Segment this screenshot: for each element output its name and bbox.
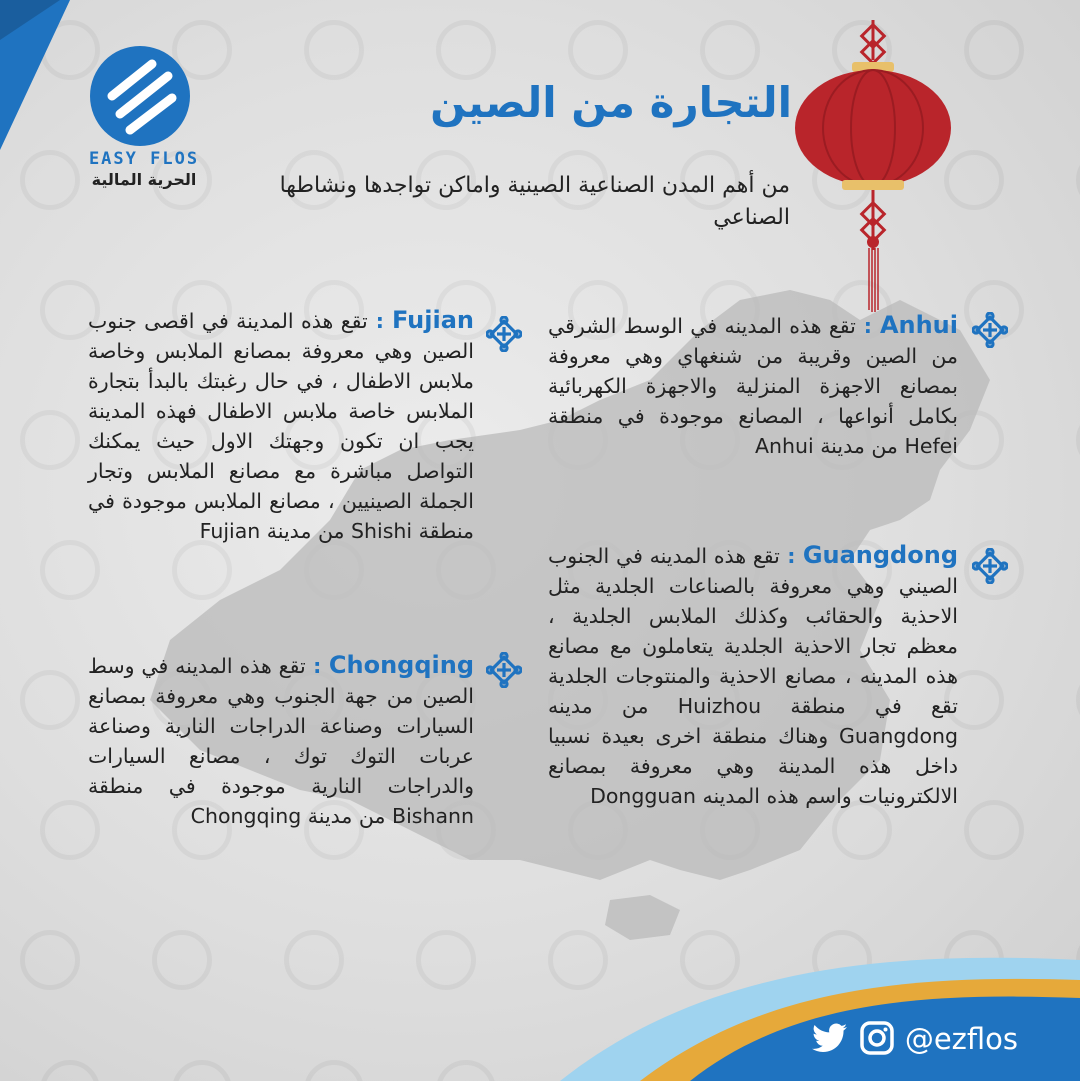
city-name: Guangdong — [802, 541, 958, 569]
chinese-knot-icon — [486, 652, 522, 688]
chinese-knot-icon — [486, 316, 522, 352]
section-guangdong — [548, 540, 958, 811]
city-name: Anhui — [879, 311, 958, 339]
section-text: تقع هذه المدينه في وسط الصين من جهة الجنوب وهي معروفة بمصانع السيارات وصناعة الدراجات النارية وصناعة عربات التوك توك ، مصانع السيارات والدراجات النارية موجودة في منطقة Bishann من مدينة Chongqing — [88, 654, 474, 828]
separator: : — [305, 654, 329, 678]
chinese-knot-icon — [972, 548, 1008, 584]
city-name: Chongqing — [328, 651, 474, 679]
section-text: تقع هذه المدينه في الوسط الشرقي من الصين وقريبة من شنغهاي وهي معروفة بمصانع الاجهزة المنزلية والاجهزة الكهربائية بكامل أنواعها ، المصانع موجودة في منطقة Hefei من مدينة Anhui — [548, 314, 958, 458]
chinese-knot-icon — [972, 312, 1008, 348]
logo-icon — [90, 46, 190, 146]
social-handle[interactable]: @ezflos — [904, 1022, 1018, 1056]
footer-wave — [0, 940, 1080, 1081]
logo-subtitle: الحرية المالية — [91, 170, 197, 189]
city-name: Fujian — [391, 306, 474, 334]
section-anhui — [548, 310, 958, 461]
twitter-icon[interactable] — [812, 1023, 848, 1055]
instagram-icon[interactable] — [860, 1021, 894, 1055]
separator: : — [367, 309, 392, 333]
section-chongqing — [88, 650, 474, 831]
section-text: تقع هذه المدينه في الجنوب الصيني وهي معروفة بالصناعات الجلدية مثل الاحذية والحقائب وكذلك الملابس الجلدية ، معظم تجار الاحذية الجلدية يتعاملون مع مصانع هذه المدينه ، مصانع الاحذية والمنتوجات الجلدية تقع في منطقة Huizhou من مدينه Guangdong وهناك منطقة اخرى بعيدة نسبيا داخل هذه المدينة وهي معروفة بمصانع الالكترونيات واسم هذه المدينه Dongguan — [548, 544, 959, 808]
section-fujian — [88, 305, 474, 546]
separator: : — [855, 314, 880, 338]
lantern-icon — [790, 20, 960, 320]
corner-decoration — [0, 0, 90, 170]
separator: : — [779, 544, 803, 568]
section-text: تقع هذه المدينة في اقصى جنوب الصين وهي معروفة بمصانع الملابس وخاصة ملابس الاطفال ، في حال رغبتك بالبدأ بتجارة الملابس خاصة ملابس الاطفال فهذه المدينة يجب ان تكون وجهتك الاول حيث يمكنك التواصل مباشرة مع مصانع الملابس وتجار الجملة الصينيين ، مصانع الملابس موجودة في منطقة Shishi من مدينة Fujian — [88, 309, 474, 543]
page-title: التجارة من الصين — [430, 78, 792, 127]
logo-name: EASY FLOS — [88, 149, 200, 169]
page-subtitle: من أهم المدن الصناعية الصينية واماكن تواجدها ونشاطها الصناعي — [279, 173, 790, 230]
